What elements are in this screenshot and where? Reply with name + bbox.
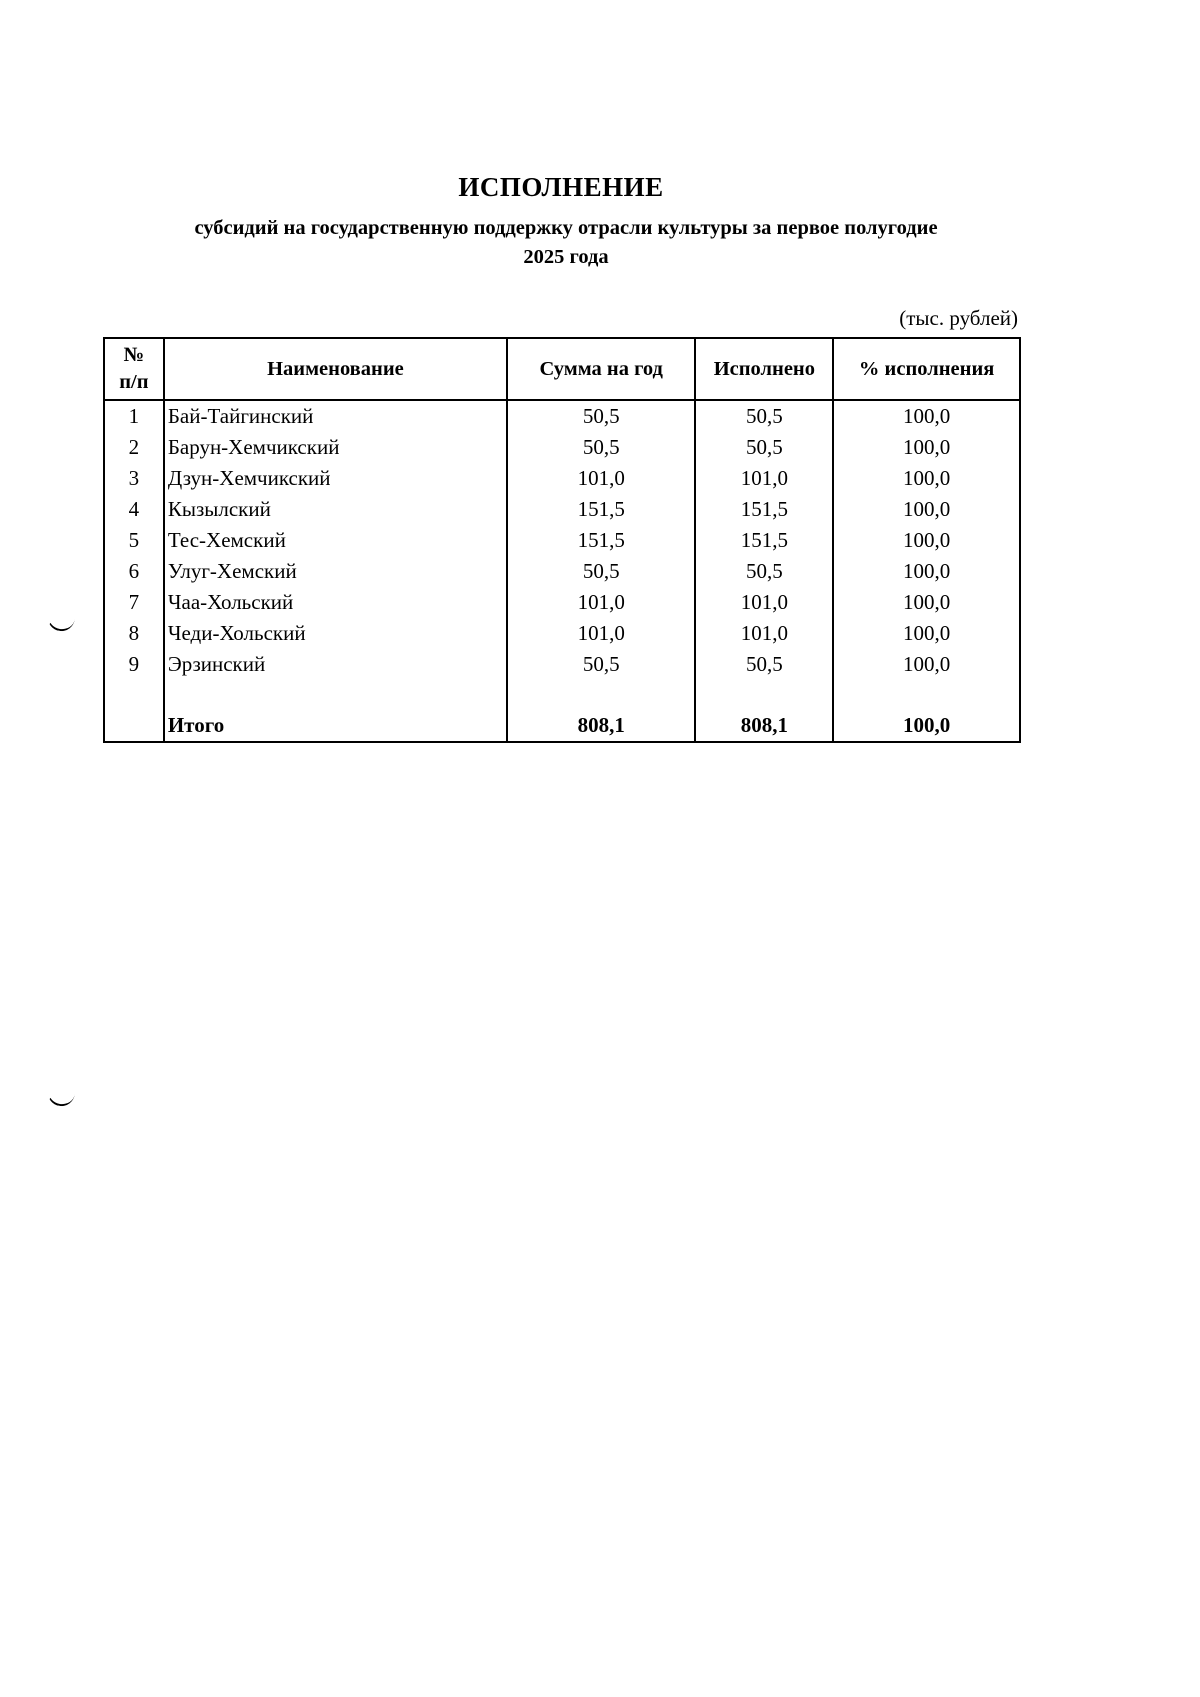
row-percent: 100,0	[833, 618, 1020, 649]
spacer-cell	[695, 680, 833, 710]
subtitle-line-1: субсидий на государственную поддержку отрасли культуры за первое полугодие	[194, 217, 938, 239]
row-executed: 50,5	[695, 432, 833, 463]
total-number	[104, 710, 164, 742]
spacer-cell	[164, 680, 507, 710]
row-annual-sum: 101,0	[507, 618, 695, 649]
row-name: Барун-Хемчикский	[164, 432, 507, 463]
row-name: Чеди-Хольский	[164, 618, 507, 649]
row-number: 2	[104, 432, 164, 463]
header-executed: Исполнено	[695, 338, 833, 400]
scan-mark	[46, 1090, 75, 1108]
row-executed: 50,5	[695, 400, 833, 432]
row-number: 6	[104, 556, 164, 587]
header-name: Наименование	[164, 338, 507, 400]
row-executed: 101,0	[695, 463, 833, 494]
subsidy-execution-table	[103, 337, 1021, 743]
row-executed: 151,5	[695, 525, 833, 556]
row-percent: 100,0	[833, 494, 1020, 525]
table-row	[104, 618, 1020, 649]
header-annual-sum: Сумма на год	[507, 338, 695, 400]
row-percent: 100,0	[833, 556, 1020, 587]
document-title: ИСПОЛНЕНИЕ	[458, 172, 664, 202]
row-executed: 151,5	[695, 494, 833, 525]
total-row	[104, 710, 1020, 742]
total-label: Итого	[164, 710, 507, 742]
row-annual-sum: 101,0	[507, 463, 695, 494]
table-row	[104, 649, 1020, 680]
row-number: 3	[104, 463, 164, 494]
table-row	[104, 463, 1020, 494]
row-executed: 101,0	[695, 587, 833, 618]
row-name: Кызылский	[164, 494, 507, 525]
spacer-cell	[833, 680, 1020, 710]
row-executed: 101,0	[695, 618, 833, 649]
row-name: Чаа-Хольский	[164, 587, 507, 618]
subtitle-line-2: 2025 года	[523, 246, 609, 268]
row-number: 7	[104, 587, 164, 618]
row-percent: 100,0	[833, 587, 1020, 618]
row-name: Бай-Тайгинский	[164, 400, 507, 432]
header-number-abbr: п/п	[119, 371, 149, 393]
header-number	[104, 338, 164, 400]
row-number: 4	[104, 494, 164, 525]
total-annual-sum: 808,1	[507, 710, 695, 742]
total-executed: 808,1	[695, 710, 833, 742]
row-annual-sum: 50,5	[507, 432, 695, 463]
spacer-row	[104, 680, 1020, 710]
table-row	[104, 525, 1020, 556]
row-name: Дзун-Хемчикский	[164, 463, 507, 494]
table-row	[104, 494, 1020, 525]
row-name: Тес-Хемский	[164, 525, 507, 556]
row-number: 1	[104, 400, 164, 432]
table-row	[104, 556, 1020, 587]
row-annual-sum: 151,5	[507, 494, 695, 525]
table-row	[104, 587, 1020, 618]
row-number: 8	[104, 618, 164, 649]
total-percent: 100,0	[833, 710, 1020, 742]
row-name: Эрзинский	[164, 649, 507, 680]
row-annual-sum: 50,5	[507, 400, 695, 432]
row-annual-sum: 50,5	[507, 649, 695, 680]
row-executed: 50,5	[695, 649, 833, 680]
table-header-row	[104, 338, 1020, 400]
row-percent: 100,0	[833, 525, 1020, 556]
row-percent: 100,0	[833, 400, 1020, 432]
row-number: 9	[104, 649, 164, 680]
row-annual-sum: 151,5	[507, 525, 695, 556]
header-number-symbol: №	[123, 344, 145, 366]
row-annual-sum: 101,0	[507, 587, 695, 618]
units-note: (тыс. рублей)	[899, 306, 1018, 330]
table-row	[104, 400, 1020, 432]
spacer-cell	[104, 680, 164, 710]
spacer-cell	[507, 680, 695, 710]
row-percent: 100,0	[833, 432, 1020, 463]
row-percent: 100,0	[833, 649, 1020, 680]
row-percent: 100,0	[833, 463, 1020, 494]
header-percent: % исполнения	[833, 338, 1020, 400]
row-annual-sum: 50,5	[507, 556, 695, 587]
table-row	[104, 432, 1020, 463]
row-executed: 50,5	[695, 556, 833, 587]
document-subtitle	[90, 214, 1042, 272]
scan-mark	[46, 615, 75, 633]
row-name: Улуг-Хемский	[164, 556, 507, 587]
row-number: 5	[104, 525, 164, 556]
